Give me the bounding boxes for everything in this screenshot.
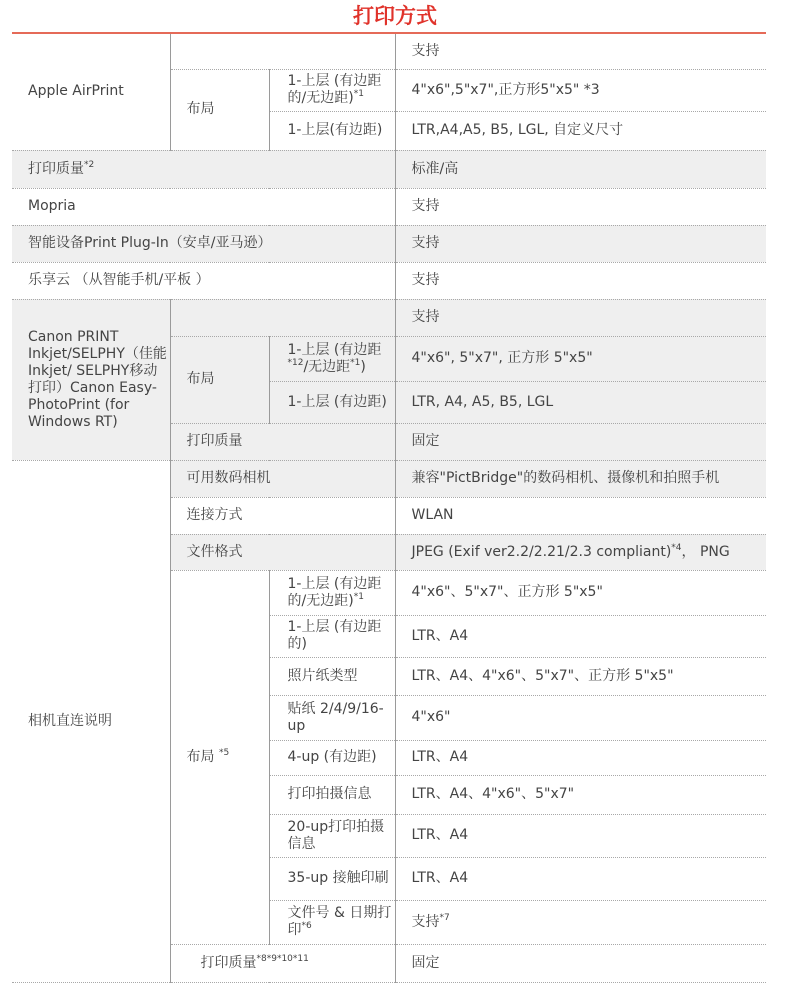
canon-layout-1-name: 1-上层 (有边距 $^{*12}$/无边距$^{*1}$): [269, 336, 395, 381]
camera-connection-label: 连接方式: [170, 497, 395, 534]
camera-layout-value: LTR、A4: [395, 857, 766, 900]
airprint-layout-1-name: 1-上层 (有边距的/无边距)$^{*1}$: [269, 69, 395, 111]
airprint-layout-2-value: LTR,A4,A5, B5, LGL, 自定义尺寸: [395, 111, 766, 150]
camera-cameras-value: 兼容"PictBridge"的数码相机、摄像机和拍照手机: [395, 460, 766, 497]
camera-connection-value: WLAN: [395, 497, 766, 534]
page-title: 打印方式: [353, 4, 437, 28]
airprint-layout-label: 布局: [170, 69, 269, 150]
camera-layout-name: 贴纸 2/4/9/16-up: [269, 695, 395, 740]
camera-cameras-label: 可用数码相机: [170, 460, 395, 497]
table-row: [12, 34, 766, 69]
camera-layout-name: 照片纸类型: [269, 657, 395, 695]
plugin-value: 支持: [395, 225, 766, 262]
camera-layout-name: 20-up打印拍摄信息: [269, 814, 395, 857]
airprint-blank-cell: [170, 34, 395, 69]
table-row: [12, 262, 766, 299]
camera-layout-value: 4"x6": [395, 695, 766, 740]
table-row: [12, 150, 766, 188]
camera-layout-name: 1-上层 (有边距的/无边距)$^{*1}$: [269, 570, 395, 615]
canon-layout-2-name: 1-上层 (有边距): [269, 381, 395, 423]
camera-layout-name: 打印拍摄信息: [269, 775, 395, 814]
canon-quality-label: 打印质量: [170, 423, 395, 460]
cloud-value: 支持: [395, 262, 766, 299]
camera-format-value: JPEG (Exif ver2.2/2.21/2.3 compliant)$^{*4}$， PNG: [395, 534, 766, 570]
camera-layout-name: 35-up 接触印刷: [269, 857, 395, 900]
airprint-layout-1-value: 4"x6",5"x7",正方形5"x5" *3: [395, 69, 766, 111]
canon-blank-cell: [170, 299, 395, 336]
table-row: [12, 188, 766, 225]
mopria-label: Mopria: [12, 188, 395, 225]
print-methods-table: [12, 34, 766, 983]
table-row: [12, 225, 766, 262]
camera-layout-name: 1-上层 (有边距的): [269, 615, 395, 657]
camera-quality-label: 打印质量$^{*8*9*10*11}$: [170, 944, 395, 982]
print-quality-value: 标准/高: [395, 150, 766, 188]
canon-quality-value: 固定: [395, 423, 766, 460]
table-row: [12, 299, 766, 336]
canon-layout-2-value: LTR, A4, A5, B5, LGL: [395, 381, 766, 423]
camera-layout-value: LTR、A4、4"x6"、5"x7": [395, 775, 766, 814]
camera-layout-value: LTR、A4、4"x6"、5"x7"、正方形 5"x5": [395, 657, 766, 695]
camera-layout-label: 布局 $^{*5}$: [170, 570, 269, 944]
camera-format-label: 文件格式: [170, 534, 395, 570]
camera-layout-value: LTR、A4: [395, 615, 766, 657]
print-quality-label: 打印质量$^{*2}$: [12, 150, 395, 188]
camera-layout-value: LTR、A4: [395, 740, 766, 775]
camera-layout-name: 4-up (有边距): [269, 740, 395, 775]
canon-layout-label: 布局: [170, 336, 269, 423]
mopria-value: 支持: [395, 188, 766, 225]
airprint-label: Apple AirPrint: [12, 34, 170, 150]
camera-quality-value: 固定: [395, 944, 766, 982]
airprint-layout-2-name: 1-上层(有边距): [269, 111, 395, 150]
canon-layout-1-value: 4"x6", 5"x7", 正方形 5"x5": [395, 336, 766, 381]
camera-label: 相机直连说明: [12, 460, 170, 982]
plugin-label: 智能设备Print Plug-In（安卓/亚马逊）: [12, 225, 395, 262]
camera-layout-value: 4"x6"、5"x7"、正方形 5"x5": [395, 570, 766, 615]
cloud-label: 乐享云 （从智能手机/平板 ）: [12, 262, 395, 299]
camera-layout-value: LTR、A4: [395, 814, 766, 857]
canon-label: Canon PRINT Inkjet/SELPHY（佳能Inkjet/ SELPHY移动打印）Canon Easy-PhotoPrint (for Windows RT): [12, 299, 170, 460]
table-row: [12, 460, 766, 497]
camera-layout-name: 文件号 & 日期打印$^{*6}$: [269, 900, 395, 944]
canon-support: 支持: [395, 299, 766, 336]
airprint-support: 支持: [395, 34, 766, 69]
camera-layout-value: 支持$^{*7}$: [395, 900, 766, 944]
